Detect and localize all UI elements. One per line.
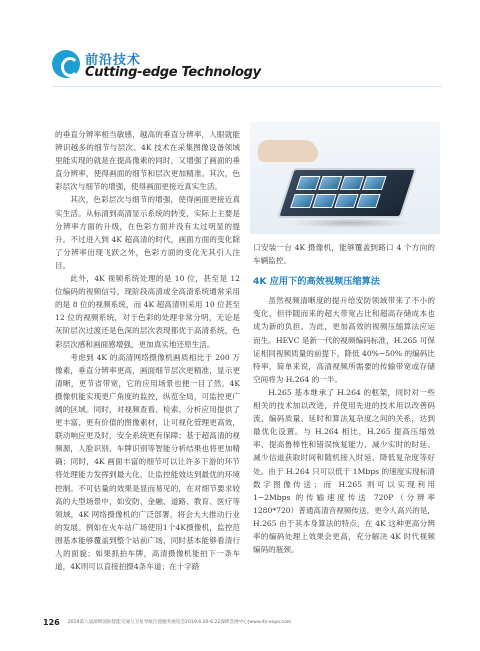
header-divider [52,86,442,87]
app-tile [318,176,343,190]
app-tile [362,176,387,190]
footer-text: 2019第八届深圳国际智能交通与卫星导航位置服务展览会2019.6.20-6.22深圳会展中心|www.its-expo.com [67,620,292,625]
left-column [55,128,240,573]
app-tile [356,194,381,208]
paragraph: 的垂直分辨率相当敏感，越高的垂直分辨率，人眼就能辨识越多的细节与层次。4K 技术在采集图像设备领域里能实现的就是在提高像素的同时，又增强了画面的垂直分辨率，使得画面的细节和层次更加精准。其次，色彩层次与细节的增强，使得画面更接近真实生活。 [55,130,240,192]
paragraph: 此外，4K 视频系统处理的是 10 位，甚至是 12 位编码的视频信号，现阶段高清或全高清系统通常采用的是 8 位的视频系统，而 4K 超高清则采用 10 位甚至 12 位的视频系统，对于色彩的处理非常分明，无论是灰阶层次过渡还是色深的层次表现都优于高清系统，色彩层次感和画面感增强，更加真实地还原生活。 [55,274,240,349]
paragraph: H.265 基本继承了 H.264 的框架，同时对一些相关的技术加以改进，并使用先进的技术用以改善码流、编码质量、延时和算法复杂度之间的关系，达到最优化设置。与 H.264 相比，H.265 提高压缩效率、提高鲁棒性和错误恢复能力、减少实时的时延、减少信道获取时间和随机接入时延、降低复杂度等好处。由于 H.264 只可以低于 1Mbps 的速度实现标清数字图像传送；而 H.265 则可以实现利用 1~2Mbps 的传输速度传送 720P（分辨率 1280*720）普通高清音视频传送，更令人高兴的是，H.265 由于其本身算法的特点，在 4K 这种更高分辨率的编码处理上效果会更高，充分解决 4K 时代视频编码的瓶颈。 [253,387,435,555]
hand-shape [258,140,318,162]
page-number: 126 [43,617,60,627]
paragraph: 其次，色彩层次与细节的增强，使得画面更接近真实生活。从标清到高清显示系统的转变，实际上主要是分辨率方面的升级，在色彩方面并没有太过明显的提升。不过进入到 4K 超高清的时代，画面方面的变化除了分辨率出现飞跃之外，色彩方面的变化无其引人注目。 [55,195,240,270]
paragraph: 口安装一台 4K 摄像机，能够覆盖到路口 4 个方向的车辆监控。 [253,243,435,266]
app-tile [290,194,315,208]
app-tile [334,194,359,208]
tablet-with-hand-image [250,122,440,234]
tablet-shadow [290,218,410,228]
section-title-cn: 前沿技术 [85,53,142,68]
tablet-shape [277,168,417,218]
app-tile [296,176,321,190]
app-tile [312,194,337,208]
right-column [253,241,435,556]
page-footer [43,616,443,628]
app-tile [340,176,365,190]
section-title-en: Cutting-edge Technology [85,65,261,80]
section-heading: 4K 应用下的高效视频压缩算法 [253,276,380,288]
paragraph: 虽然视频清晰度的提升给安防领域带来了不小的变化，但伴随而来的超大带宽占比和超高存储成本也成为新的负担。为此，更加高效的视频压缩算法应运而生。HEVC 是新一代的视频编码标准，H.265 可保证相同视频质量的前提下，降低 40%~50% 的编码比特率，简单来说，高清视频所需要的传输带宽或存储空间将为 H.264 的一半。 [253,296,435,384]
paragraph: 考虑到 4K 的高清网络摄像机画质相比于 200 万像素，垂直分辨率更高，画面细节层次更精准，显示更清晰，更节省带宽，它的应用场景也便一目了然。4K 摄像机能实现更广角度的监控，纵览全局，可监控更广阔的区域。同时，对视频查看、检索、分析应用提供了更丰富、更有价值的图像素材，让可视化管理更高效，联动响应更及时，安全系统更有保障；基于超高清的视频源，人脸识别、车牌识别等智能分析结果也将更加精确；同时，4K 画面丰富的细节可以让许多下游的环节将处理能力发挥到最大化，让监控能效达到最优的环境控制。不可估量的效果是显而易见的，在对细节要求较高的大型场景中，如安防、金融、道路、教育、医疗等领域，4K 网络摄像机的广泛部署，将会大大推动行业的发展。例如在火车站广场使用1个4K摄像机，监控范围基本能够覆盖到整个站前广场，同时基本能够看清行人的面貌；如果抓拍车牌，高清摄像机能拍下一条车道，4K则可以直接拍摄4条车道；在十字路 [55,352,240,572]
section-logo-icon [52,50,80,78]
